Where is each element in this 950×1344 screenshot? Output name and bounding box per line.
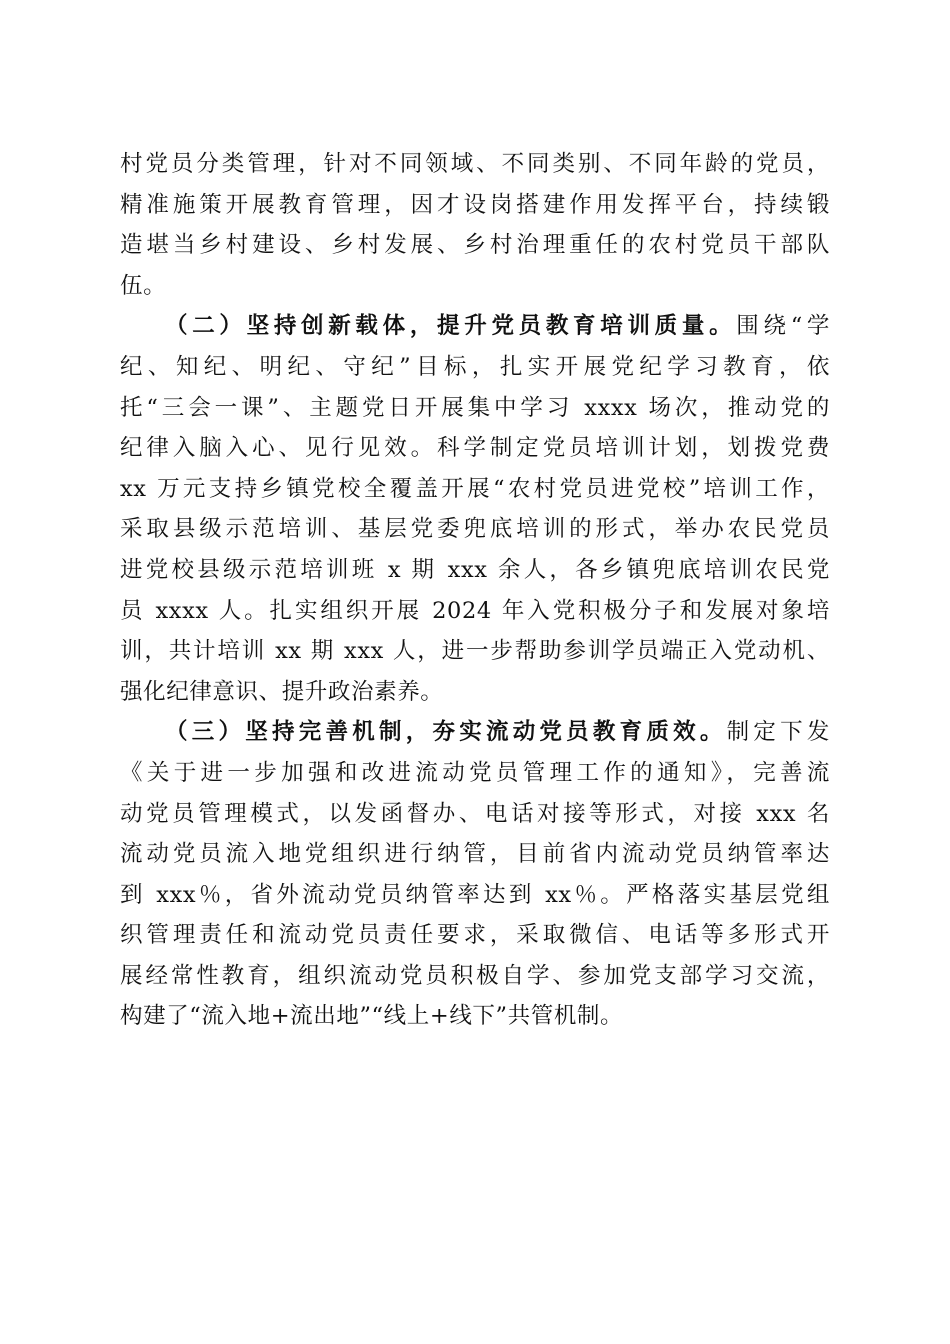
text-line: 纪、知纪、明纪、守纪”目标，扎实开展党纪学习教育，依 — [120, 353, 830, 380]
text-segment: 围绕“学 — [736, 313, 830, 340]
text-line: 到 xxx％，省外流动党员纳管率达到 xx％。严格落实基层党组 — [120, 881, 830, 908]
text-line: 托“三会一课”、主题党日开展集中学习 xxxx 场次，推动党的 — [120, 394, 830, 421]
text-line: 村党员分类管理，针对不同领域、不同类别、不同年龄的党员， — [120, 151, 830, 177]
text-segment: 制定下发 — [726, 719, 830, 746]
text-line: 流动党员流入地党组织进行纳管，目前省内流动党员纳管率达 — [120, 841, 830, 868]
text-line: 纪律入脑入心、见行见效。科学制定党员培训计划，划拨党费 — [120, 435, 830, 462]
paragraph-2 — [120, 306, 830, 712]
text-line: 伍。 — [120, 272, 167, 299]
text-line: 精准施策开展教育管理，因才设岗搭建作用发挥平台，持续锻 — [120, 191, 830, 218]
text-line: 织管理责任和流动党员责任要求，采取微信、电话等多形式开 — [120, 922, 830, 949]
document-body — [120, 144, 830, 1037]
text-line: 展经常性教育，组织流动党员积极自学、参加党支部学习交流， — [120, 962, 830, 989]
text-line: 强化纪律意识、提升政治素养。 — [120, 678, 444, 705]
paragraph-first-line — [120, 306, 830, 347]
text-line: 采取县级示范培训、基层党委兜底培训的形式，举办农民党员 — [120, 516, 830, 543]
text-line: 构建了“流入地+流出地”“线上+线下”共管机制。 — [120, 1003, 624, 1030]
paragraph-1 — [120, 144, 830, 306]
section-heading: （三）坚持完善机制，夯实流动党员教育质效。 — [165, 719, 727, 746]
section-heading: （二）坚持创新载体，提升党员教育培训质量。 — [165, 313, 737, 340]
text-line: 动党员管理模式，以发函督办、电话对接等形式，对接 xxx 名 — [120, 800, 830, 827]
text-line: 造堪当乡村建设、乡村发展、乡村治理重任的农村党员干部队 — [120, 232, 830, 259]
text-line: 训，共计培训 xx 期 xxx 人，进一步帮助参训学员端正入党动机、 — [120, 638, 830, 665]
paragraph-first-line — [120, 712, 830, 753]
text-line: 员 xxxx 人。扎实组织开展 2024 年入党积极分子和发展对象培 — [120, 597, 830, 624]
paragraph-3 — [120, 712, 830, 1037]
text-line: 《关于进一步加强和改进流动党员管理工作的通知》，完善流 — [120, 759, 830, 786]
text-line: xx 万元支持乡镇党校全覆盖开展“农村党员进党校”培训工作， — [120, 475, 830, 502]
text-line: 进党校县级示范培训班 x 期 xxx 余人，各乡镇兜底培训农民党 — [120, 556, 830, 583]
